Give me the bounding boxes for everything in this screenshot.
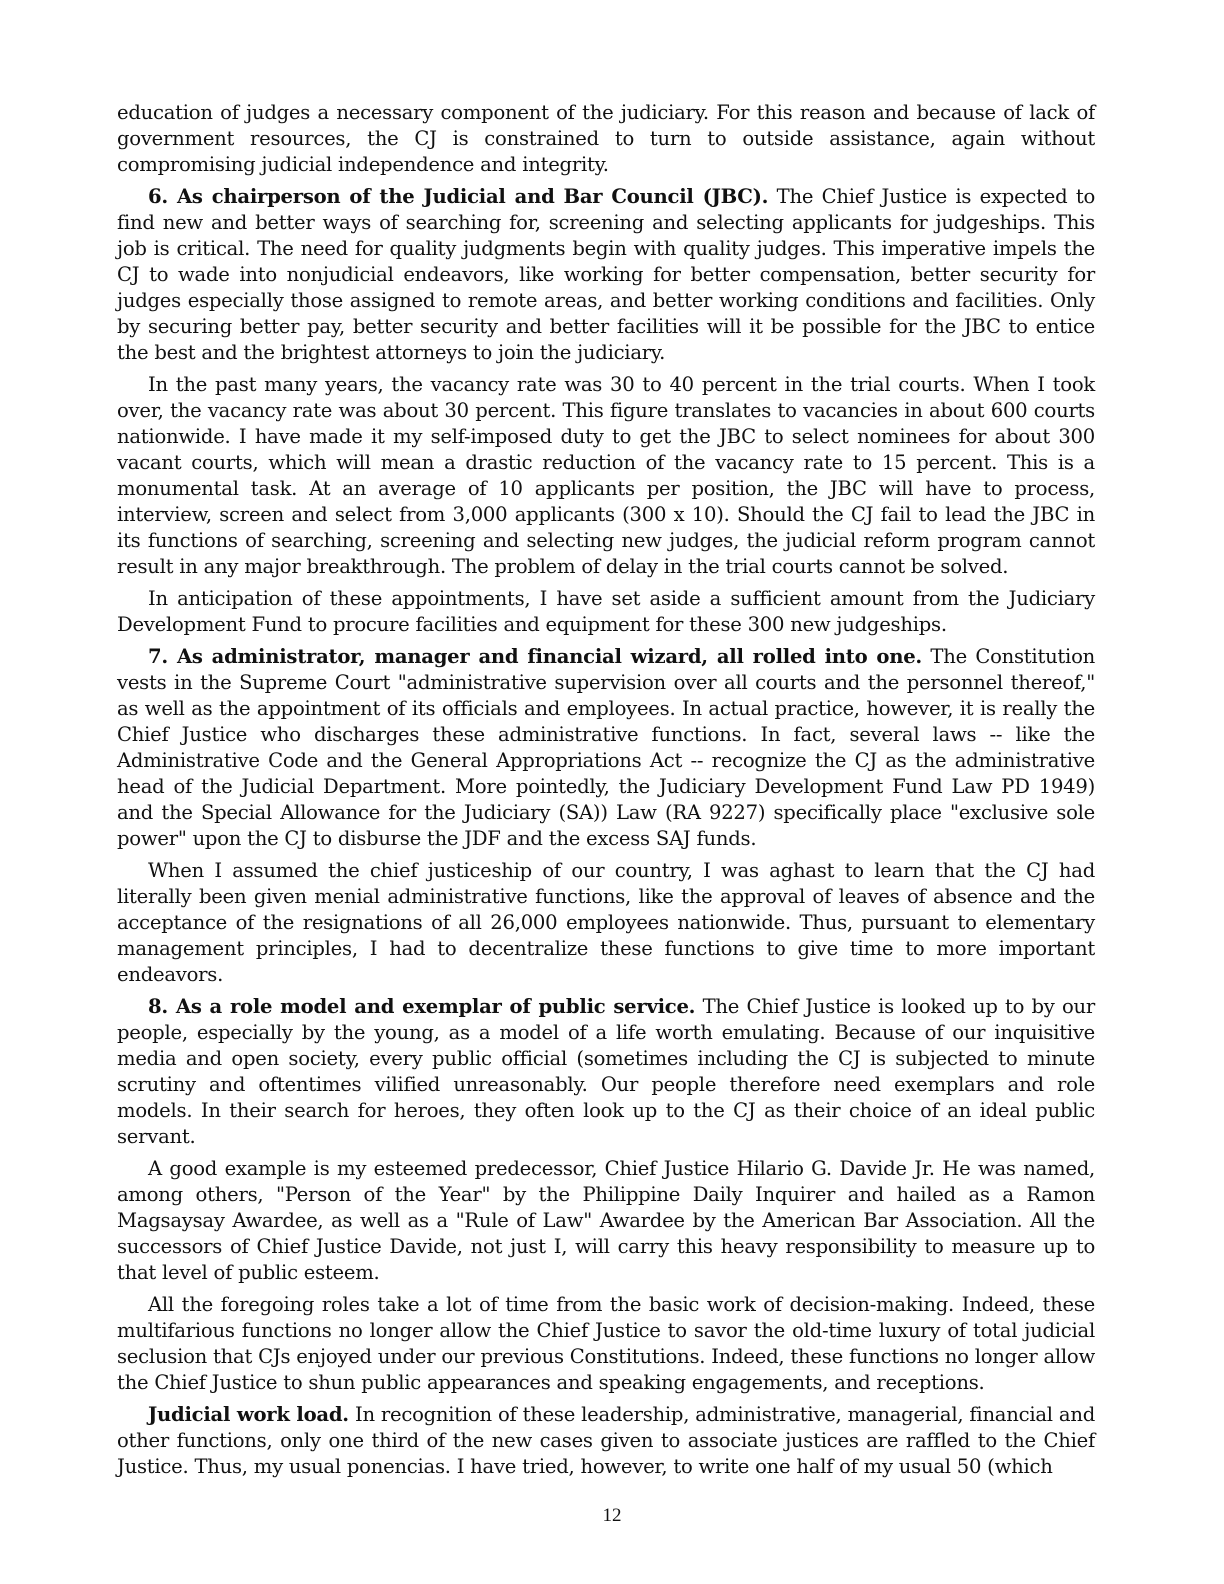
paragraph-heading: 6. As chairperson of the Judicial and Bar Council (JBC). (148, 185, 769, 208)
paragraph-appointments (117, 586, 1095, 638)
paragraph-text: In anticipation of these appointments, I have set aside a sufficient amount from the Judiciary Development Fund to procure facilities and equipment for these 300 new judgeships. (117, 587, 1095, 636)
paragraph-text: The Constitution vests in the Supreme Court "administrative supervision over all courts and the personnel thereof," as well as the appointment of its officials and employees. In actual practice, however, it is really the Chief Justice who discharges these administrative functions. In fact, several laws -- like the Administrative Code and the General Appropriations Act -- recognize the CJ as the administrative head of the Judicial Department. More pointedly, the Judiciary Development Fund Law PD 1949) and the Special Allowance for the Judiciary (SA)) Law (RA 9227) specifically place "exclusive sole power" upon the CJ to disburse the JDF and the excess SAJ funds. (117, 645, 1095, 850)
paragraph-role-model (117, 994, 1095, 1150)
paragraph-heading: Judicial work load. (148, 1403, 349, 1426)
paragraph-continuation (117, 100, 1095, 178)
paragraph-text: A good example is my esteemed predecessor, Chief Justice Hilario G. Davide Jr. He was named, among others, "Person of the Year" by the Philippine Daily Inquirer and hailed as a Ramon Magsaysay Awardee, as well as a "Rule of Law" Awardee by the American Bar Association. All the successors of Chief Justice Davide, not just I, will carry this heavy responsibility to measure up to that level of public esteem. (117, 1157, 1095, 1284)
paragraph-text: All the foregoing roles take a lot of time from the basic work of decision-making. Indeed, these multifarious functions no longer allow the Chief Justice to savor the old-time luxury of total judicial seclusion that CJs enjoyed under our previous Constitutions. Indeed, these functions no longer allow the Chief Justice to shun public appearances and speaking engagements, and receptions. (117, 1293, 1095, 1394)
page-number: 12 (602, 1505, 622, 1526)
paragraph-text: In recognition of these leadership, administrative, managerial, financial and other functions, only one third of the new cases given to associate justices are raffled to the Chief Justice. Thus, my usual ponencias. I have tried, however, to write one half of my usual 50 (which (117, 1403, 1095, 1478)
paragraph-vacancy-rate (117, 372, 1095, 580)
paragraph-chief-justiceship (117, 858, 1095, 988)
paragraph-jbc-chairperson (117, 184, 1095, 366)
paragraph-text: The Chief Justice is expected to find new and better ways of searching for, screening and selecting applicants for judgeships. This job is critical. The need for quality judgments begin with quality judges. This imperative impels the CJ to wade into nonjudicial endeavors, like working for better compensation, better security for judges especially those assigned to remote areas, and better working conditions and facilities. Only by securing better pay, better security and better facilities will it be possible for the JBC to entice the best and the brightest attorneys to join the judiciary. (117, 185, 1095, 364)
paragraph-work-load (117, 1402, 1095, 1480)
paragraph-text: When I assumed the chief justiceship of our country, I was aghast to learn that the CJ had literally been given menial administrative functions, like the approval of leaves of absence and the acceptance of the resignations of all 26,000 employees nationwide. Thus, pursuant to elementary management principles, I had to decentralize these functions to give time to more important endeavors. (117, 859, 1095, 986)
paragraph-text: In the past many years, the vacancy rate was 30 to 40 percent in the trial courts. When I took over, the vacancy rate was about 30 percent. This figure translates to vacancies in about 600 courts nationwide. I have made it my self-imposed duty to get the JBC to select nominees for about 300 vacant courts, which will mean a drastic reduction of the vacancy rate to 15 percent. This is a monumental task. At an average of 10 applicants per position, the JBC will have to process, interview, screen and select from 3,000 applicants (300 x 10). Should the CJ fail to lead the JBC in its functions of searching, screening and selecting new judges, the judicial reform program cannot result in any major breakthrough. The problem of delay in the trial courts cannot be solved. (117, 373, 1095, 578)
paragraph-heading: 8. As a role model and exemplar of public service. (148, 995, 696, 1018)
paragraph-administrator (117, 644, 1095, 852)
paragraph-text: The Chief Justice is looked up to by our people, especially by the young, as a model of a life worth emulating. Because of our inquisitive media and open society, every public official (sometimes including the CJ is subjected to minute scrutiny and oftentimes vilified unreasonably. Our people therefore need exemplars and role models. In their search for heroes, they often look up to the CJ as their choice of an ideal public servant. (117, 995, 1095, 1148)
paragraph-heading: 7. As administrator, manager and financial wizard, all rolled into one. (148, 645, 923, 668)
paragraph-text: education of judges a necessary component of the judiciary. For this reason and because of lack of government resources, the CJ is constrained to turn to outside assistance, again without compromising judicial independence and integrity. (117, 101, 1095, 176)
paragraph-foregoing-roles (117, 1292, 1095, 1396)
paragraph-davide-example (117, 1156, 1095, 1286)
page-body (117, 100, 1095, 1486)
